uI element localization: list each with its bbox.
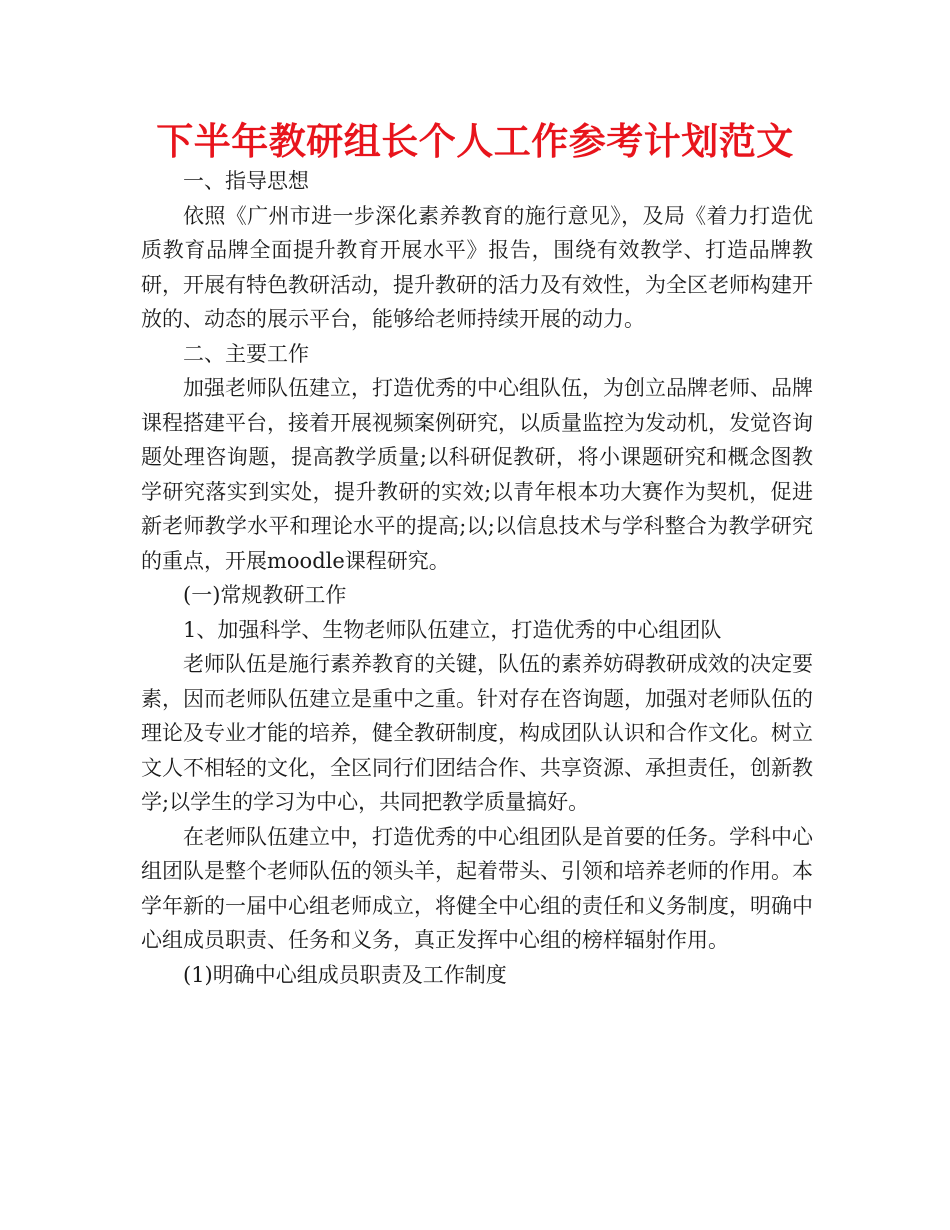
paragraph-main-work: 加强老师队伍建立，打造优秀的中心组队伍，为创立品牌老师、品牌课程搭建平台，接着开展视频案例研究，以质量监控为发动机，发觉咨询题处理咨询题，提高教学质量;以科研促教研，将小课题研究和概念图教学研究落实到实处，提升教研的实效;以青年根本功大赛作为契机，促进新老师教学水平和理论水平的提高;以;以信息技术与学科整合为教学研究的重点，开展moodle课程研究。 — [141, 376, 813, 573]
item-heading-core-group-duties: (1)明确中心组成员职责及工作制度 — [183, 962, 507, 987]
paragraph-guiding-ideology: 依照《广州市进一步深化素养教育的施行意见》，及局《着力打造优质教育品牌全面提升教育开展水平》报告，围绕有效教学、打造品牌教研，开展有特色教研活动，提升教研的活力及有效性，为全区老师构建开放的、动态的展示平台，能够给老师持续开展的动力。 — [141, 203, 813, 331]
section-heading-main-work: 二、主要工作 — [183, 341, 309, 366]
paragraph-teacher-team: 老师队伍是施行素养教育的关键，队伍的素养妨碍教研成效的决定要素，因而老师队伍建立是重中之重。针对存在咨询题，加强对老师队伍的理论及专业才能的培养，健全教研制度，构成团队认识和合作文化。树立文人不相轻的文化，全区同行们团结合作、共享资源、承担责任，创新教学;以学生的学习为中心，共同把教学质量搞好。 — [141, 652, 813, 814]
item-heading-teacher-team: 1、加强科学、生物老师队伍建立，打造优秀的中心组团队 — [183, 617, 722, 642]
document-body — [141, 164, 813, 992]
section-heading-guiding-ideology: 一、指导思想 — [183, 169, 309, 193]
document-title: 下半年教研组长个人工作参考计划范文 — [156, 120, 794, 163]
paragraph-core-group: 在老师队伍建立中，打造优秀的中心组团队是首要的任务。学科中心组团队是整个老师队伍的领头羊，起着带头、引领和培养老师的作用。本学年新的一届中心组老师成立，将健全中心组的责任和义务制度，明确中心组成员职责、任务和义务，真正发挥中心组的榜样辐射作用。 — [141, 824, 813, 952]
subsection-heading-routine-research: (一)常规教研工作 — [183, 583, 347, 607]
